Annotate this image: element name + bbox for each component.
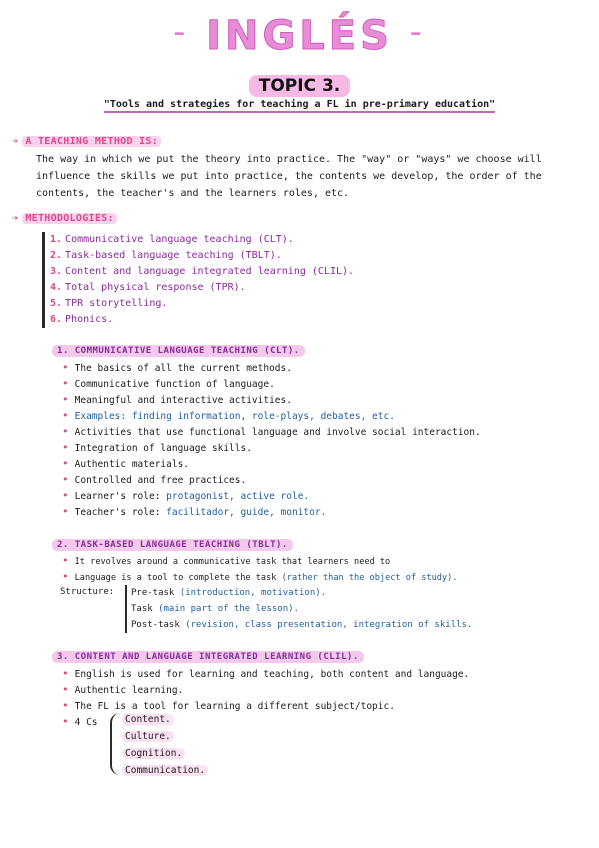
- bullet-icon: •: [62, 457, 69, 470]
- list-item: • 4 Cs: [62, 715, 98, 728]
- bullet-icon: •: [62, 425, 69, 438]
- tblt-bullets: [62, 553, 458, 585]
- arrow-right-icon: ➔: [12, 136, 19, 147]
- list-item: 3. Content and language integrated learning (CLIL).: [50, 266, 355, 277]
- subtitle-text: "Tools and strategies for teaching a FL in pre-primary education": [104, 99, 495, 113]
- list-item: • Authentic materials.: [62, 457, 190, 470]
- list-item: 2. Task-based language teaching (TBLT).: [50, 250, 282, 261]
- list-item: Culture.: [122, 728, 208, 745]
- list-item: • Language is a tool to complete the task (rather than the object of study).: [62, 570, 458, 583]
- teaching-method-text: The way in which we put the theory into practice. The "way" or "ways" we choose will influence the skills we put into practice, the contents we develop, the order of the contents, the teacher's and the learners roles, etc.: [36, 154, 542, 199]
- methodologies-heading: [12, 213, 117, 224]
- list-item: • Examples: finding information, role-plays, debates, etc.: [62, 409, 395, 422]
- methodologies-list: [42, 232, 354, 328]
- bullet-icon: •: [62, 489, 69, 502]
- list-item: Content.: [122, 711, 208, 728]
- bullet-icon: •: [62, 554, 69, 567]
- list-item: • Learner's role: protagonist, active role.: [62, 489, 310, 502]
- bullet-icon: •: [62, 441, 69, 454]
- list-item: • It revolves around a communicative task that learners need to: [62, 554, 391, 567]
- tblt-section-title: 2. TASK-BASED LANGUAGE TEACHING (TBLT).: [52, 540, 293, 550]
- bullet-icon: •: [62, 699, 69, 712]
- structure-label: Structure:: [60, 587, 115, 597]
- list-item: • The basics of all the current methods.: [62, 361, 292, 374]
- bullet-icon: •: [62, 683, 69, 696]
- structure-list: [125, 585, 472, 633]
- list-item: Communication.: [122, 762, 208, 779]
- title-text: INGLÉS: [206, 13, 393, 59]
- list-item: • Teacher's role: facilitador, guide, monitor.: [62, 505, 327, 518]
- subtitle: [0, 99, 599, 110]
- brace-icon: [110, 713, 120, 775]
- bullet-icon: •: [62, 377, 69, 390]
- page-title: [0, 12, 599, 59]
- list-item: 1. Communicative language teaching (CLT).: [50, 234, 294, 245]
- list-item: • Activities that use functional language and involve social interaction.: [62, 425, 481, 438]
- bullet-icon: •: [62, 570, 69, 583]
- list-item: • Meaningful and interactive activities.: [62, 393, 292, 406]
- list-item: • English is used for learning and teaching, both content and language.: [62, 667, 470, 680]
- title-dash-left: -: [173, 12, 190, 52]
- clil-section-title: 3. CONTENT AND LANGUAGE INTEGRATED LEARNING (CLIL).: [52, 652, 364, 662]
- list-item: 4. Total physical response (TPR).: [50, 282, 246, 293]
- list-item: Post-task (revision, class presentation, integration of skills.: [131, 620, 473, 630]
- list-item: • Integration of language skills.: [62, 441, 252, 454]
- list-item: Pre-task (introduction, motivation).: [131, 588, 327, 598]
- list-item: Task (main part of the lesson).: [131, 604, 299, 614]
- list-item: 6. Phonics.: [50, 314, 114, 325]
- list-item: • Authentic learning.: [62, 683, 184, 696]
- four-cs-list: [122, 711, 208, 779]
- clt-section-title: 1. COMMUNICATIVE LANGUAGE TEACHING (CLT).: [52, 346, 305, 356]
- bullet-icon: •: [62, 361, 69, 374]
- bullet-icon: •: [62, 715, 69, 728]
- teaching-method-heading: [12, 136, 161, 147]
- title-dash-right: -: [409, 12, 426, 52]
- bullet-icon: •: [62, 505, 69, 518]
- list-item: 5. TPR storytelling.: [50, 298, 168, 309]
- bullet-icon: •: [62, 473, 69, 486]
- topic-label: [0, 75, 599, 97]
- list-item: • Controlled and free practices.: [62, 473, 247, 486]
- topic-badge: TOPIC 3.: [249, 75, 351, 97]
- arrow-right-icon: ➔: [12, 213, 19, 224]
- heading-label: A TEACHING METHOD IS:: [22, 136, 161, 147]
- heading-label: METHODOLOGIES:: [22, 213, 117, 224]
- bullet-icon: •: [62, 667, 69, 680]
- list-item: • Communicative function of language.: [62, 377, 275, 390]
- clt-bullets: [62, 360, 481, 520]
- list-item: Cognition.: [122, 745, 208, 762]
- bullet-icon: •: [62, 409, 69, 422]
- list-item: • The FL is a tool for learning a different subject/topic.: [62, 699, 395, 712]
- bullet-icon: •: [62, 393, 69, 406]
